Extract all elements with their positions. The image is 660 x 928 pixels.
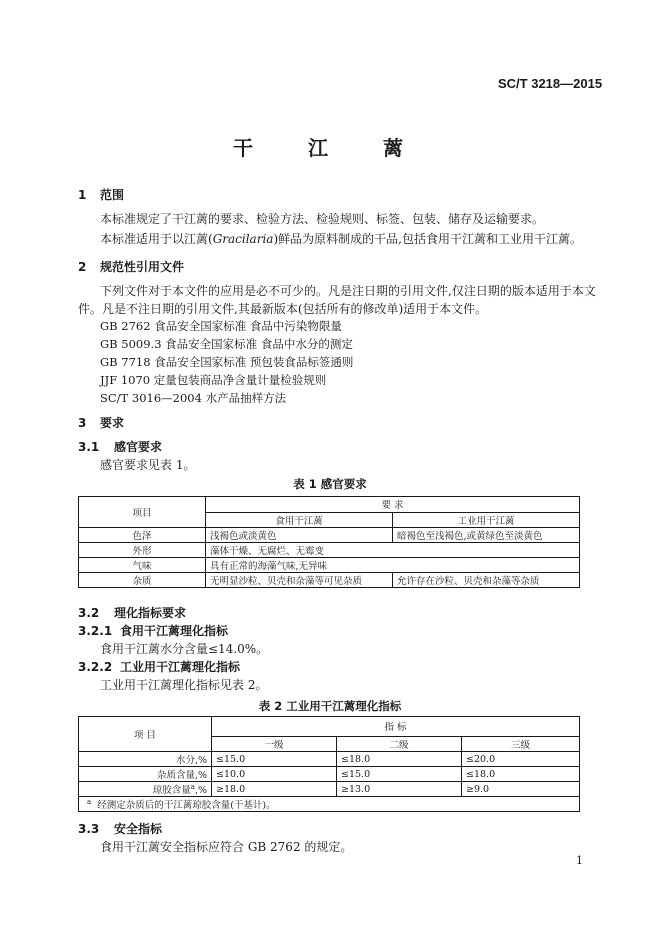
section-title: 工业用干江蓠理化指标 (120, 660, 241, 674)
section-title: 范围 (100, 188, 125, 202)
header-industrial-grade: 工业用干江蓠 (393, 512, 580, 528)
row-item: 色泽 (79, 528, 206, 543)
table-2-physchem (78, 716, 580, 812)
reference-item: JJF 1070 定量包装商品净含量计量检验规则 (100, 373, 327, 387)
table-2-caption: 表 2 工业用干江蓠理化指标 (258, 699, 402, 713)
section-number: 3.1 (78, 440, 100, 454)
section-number: 3.3 (78, 822, 100, 836)
section-3-2-heading (78, 604, 186, 621)
section-3-heading (78, 414, 124, 431)
cell-value: ≤18.0 (462, 767, 580, 782)
reference-item: SC/T 3016—2004 水产品抽样方法 (100, 391, 287, 405)
section-number: 3 (78, 416, 87, 430)
section-number: 3.2 (78, 606, 100, 620)
row-item: 水分,% (79, 752, 212, 767)
cell-both: 藻体干燥、无腐烂、无霉变 (206, 543, 580, 558)
paragraph: 工业用干江蓠理化指标见表 2。 (100, 678, 268, 692)
section-3-2-1-heading (78, 622, 228, 639)
section-3-3-heading (78, 820, 162, 837)
item-label: 琼胶含量 (152, 785, 191, 796)
cell-industrial: 暗褐色至浅褐色,或黄绿色至淡黄色 (393, 528, 580, 543)
header-food-grade: 食用干江蓠 (206, 512, 393, 528)
cell-both: 具有正常的海藻气味,无异味 (206, 558, 580, 573)
section-3-1-heading (78, 438, 162, 455)
section-number: 3.2.2 (78, 660, 113, 674)
section-title: 食用干江蓠理化指标 (120, 624, 229, 638)
section-number: 2 (78, 260, 87, 274)
header-item: 项目 (79, 497, 206, 528)
paragraph: 件。凡是不注日期的引用文件,其最新版本(包括所有的修改单)适用于本文件。 (78, 302, 488, 316)
section-title: 要求 (100, 416, 125, 430)
item-unit: ,% (194, 785, 207, 796)
cell-value: ≥9.0 (462, 782, 580, 797)
section-number: 1 (78, 188, 87, 202)
table-1-caption: 表 1 感官要求 (293, 477, 367, 491)
section-title: 理化指标要求 (114, 606, 187, 620)
row-item: 杂质含量,% (79, 767, 212, 782)
row-item: 气味 (79, 558, 206, 573)
footnote-mark: a (87, 797, 92, 806)
section-number: 3.2.1 (78, 624, 113, 638)
cell-value: ≤18.0 (337, 752, 462, 767)
cell-food: 浅褐色或淡黄色 (206, 528, 393, 543)
table-note (79, 797, 580, 812)
text: )鲜品为原料制成的干品,包括食用干江蓠和工业用干江蓠。 (273, 232, 582, 246)
header-index: 指 标 (212, 717, 580, 737)
note-text: 经测定杂质后的干江蓠琼胶含量(干基计)。 (97, 800, 276, 811)
standard-code: SC/T 3218—2015 (498, 76, 603, 91)
cell-industrial: 允许存在沙粒、贝壳和杂藻等杂质 (393, 573, 580, 588)
section-3-2-2-heading (78, 658, 240, 675)
paragraph: 感官要求见表 1。 (100, 458, 196, 472)
row-item: 外形 (79, 543, 206, 558)
cell-value: ≤15.0 (212, 752, 337, 767)
section-2-heading (78, 258, 184, 275)
header-grade-2: 二级 (337, 736, 462, 751)
reference-item: GB 5009.3 食品安全国家标准 食品中水分的测定 (100, 337, 353, 351)
reference-item: GB 7718 食品安全国家标准 预包装食品标签通则 (100, 355, 354, 369)
paragraph: 下列文件对于本文件的应用是必不可少的。凡是注日期的引用文件,仅注日期的版本适用于本文 (100, 284, 596, 298)
header-requirements: 要 求 (206, 497, 580, 513)
table-row (79, 573, 580, 588)
cell-value: ≥13.0 (337, 782, 462, 797)
cell-value: ≤10.0 (212, 767, 337, 782)
table-row (79, 528, 580, 543)
section-1-heading (78, 186, 124, 203)
page-number: 1 (576, 854, 583, 867)
header-grade-3: 三级 (462, 736, 580, 751)
cell-food: 无明显沙粒、贝壳和杂藻等可见杂质 (206, 573, 393, 588)
section-title: 安全指标 (114, 822, 163, 836)
cell-value: ≤15.0 (337, 767, 462, 782)
latin-name: Gracilaria (212, 232, 274, 246)
cell-value: ≥18.0 (212, 782, 337, 797)
reference-item: GB 2762 食品安全国家标准 食品中污染物限量 (100, 319, 342, 333)
cell-value: ≤20.0 (462, 752, 580, 767)
table-1-sensory (78, 496, 580, 588)
text: 本标准适用于以江蓠( (100, 232, 213, 246)
header-grade-1: 一级 (212, 736, 337, 751)
section-title: 规范性引用文件 (100, 260, 185, 274)
row-item: 杂质 (79, 573, 206, 588)
paragraph (100, 230, 582, 247)
row-item (79, 782, 212, 797)
table-row (79, 543, 580, 558)
footnote-ref: a (190, 782, 195, 791)
header-item: 项 目 (79, 717, 212, 752)
table-row (79, 782, 580, 797)
section-title: 感官要求 (114, 440, 163, 454)
paragraph: 食用干江蓠水分含量≤14.0%。 (100, 642, 269, 656)
paragraph: 食用干江蓠安全指标应符合 GB 2762 的规定。 (100, 840, 353, 854)
table-row (79, 752, 580, 767)
table-row (79, 558, 580, 573)
paragraph: 本标准规定了干江蓠的要求、检验方法、检验规则、标签、包装、储存及运输要求。 (100, 212, 545, 226)
document-title: 干 江 蓠 (233, 136, 427, 160)
table-row (79, 767, 580, 782)
